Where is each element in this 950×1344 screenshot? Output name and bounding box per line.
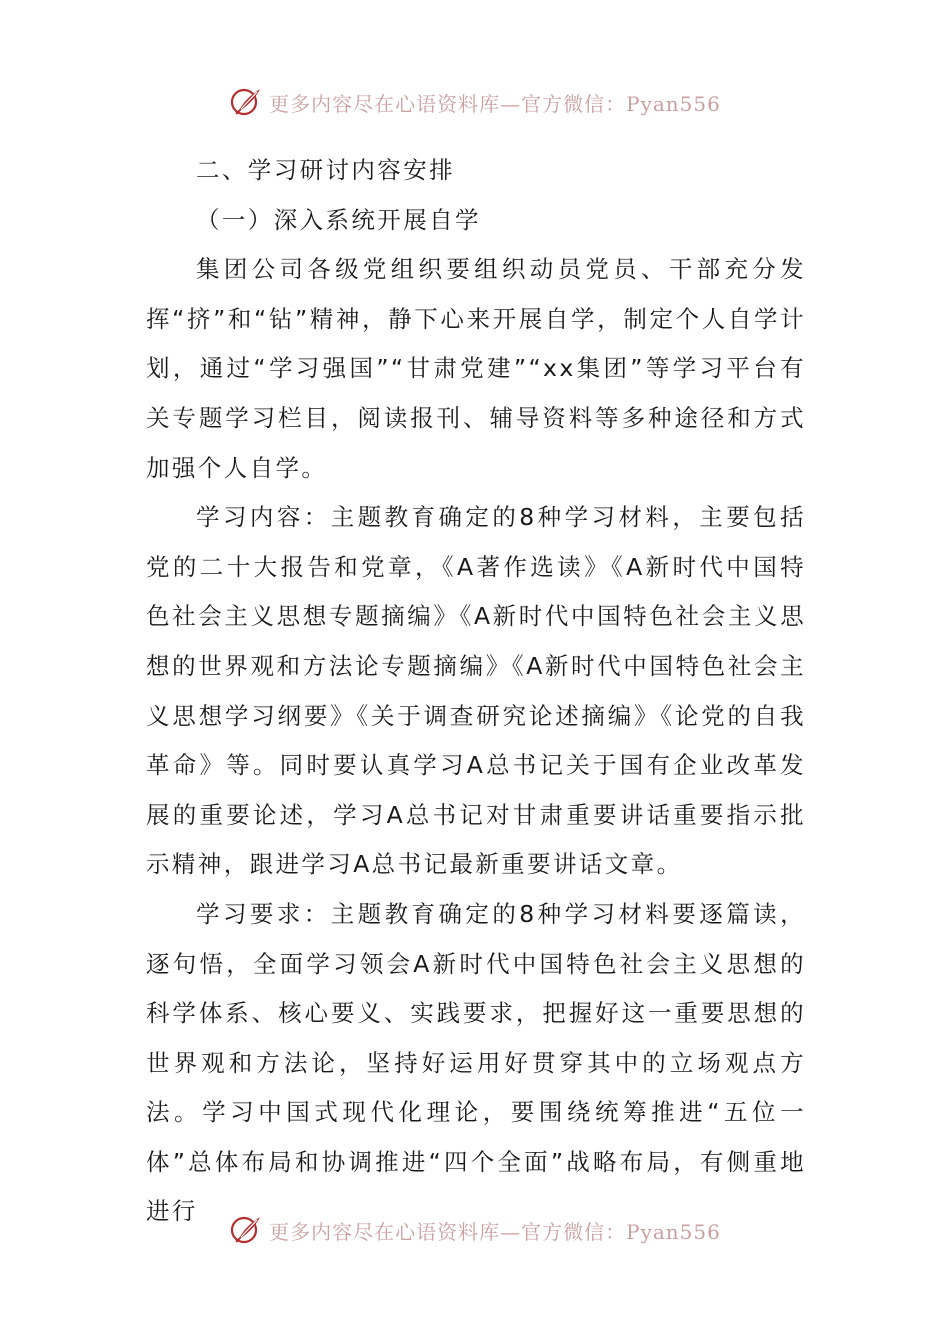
footer-watermark-banner	[0, 1208, 950, 1252]
section-subheading: （一）深入系统开展自学	[196, 205, 481, 234]
header-watermark-banner	[0, 80, 950, 124]
watermark-text: 更多内容尽在心语资料库—官方微信：Pyan556	[269, 91, 721, 116]
watermark-text: 更多内容尽在心语资料库—官方微信：Pyan556	[269, 1219, 721, 1244]
quill-logo-icon	[229, 1213, 263, 1247]
paragraph-study-requirements: 学习要求：主题教育确定的8种学习材料要逐篇读，逐句悟，全面学习领会A新时代中国特色社会主义思想的科学体系、核心要义、实践要求，把握好这一重要思想的世界观和方法论，坚持好运用好贯穿其中的立场观点方法。学习中国式现代化理论，要围绕统筹推进“五位一体”总体布局和协调推进“四个全面”战略布局，有侧重地进行	[146, 899, 806, 1226]
quill-logo-icon	[229, 85, 263, 119]
document-body	[146, 146, 806, 1237]
paragraph-study-content: 学习内容：主题教育确定的8种学习材料，主要包括党的二十大报告和党章，《A著作选读》《A新时代中国特色社会主义思想专题摘编》《A新时代中国特色社会主义思想的世界观和方法论专题摘编》《A新时代中国特色社会主义思想学习纲要》《关于调查研究论述摘编》《论党的自我革命》等。同时要认真学习A总书记关于国有企业改革发展的重要论述，学习A总书记对甘肃重要讲话重要指示批示精神，跟进学习A总书记最新重要讲话文章。	[146, 503, 806, 879]
section-heading: 二、学习研讨内容安排	[196, 156, 455, 184]
paragraph-self-study: 集团公司各级党组织要组织动员党员、干部充分发挥“挤”和“钻”精神，静下心来开展自学，制定个人自学计划，通过“学习强国”“甘肃党建”“xx集团”等学习平台有关专题学习栏目，阅读报刊、辅导资料等多种途径和方式加强个人自学。	[146, 255, 806, 482]
